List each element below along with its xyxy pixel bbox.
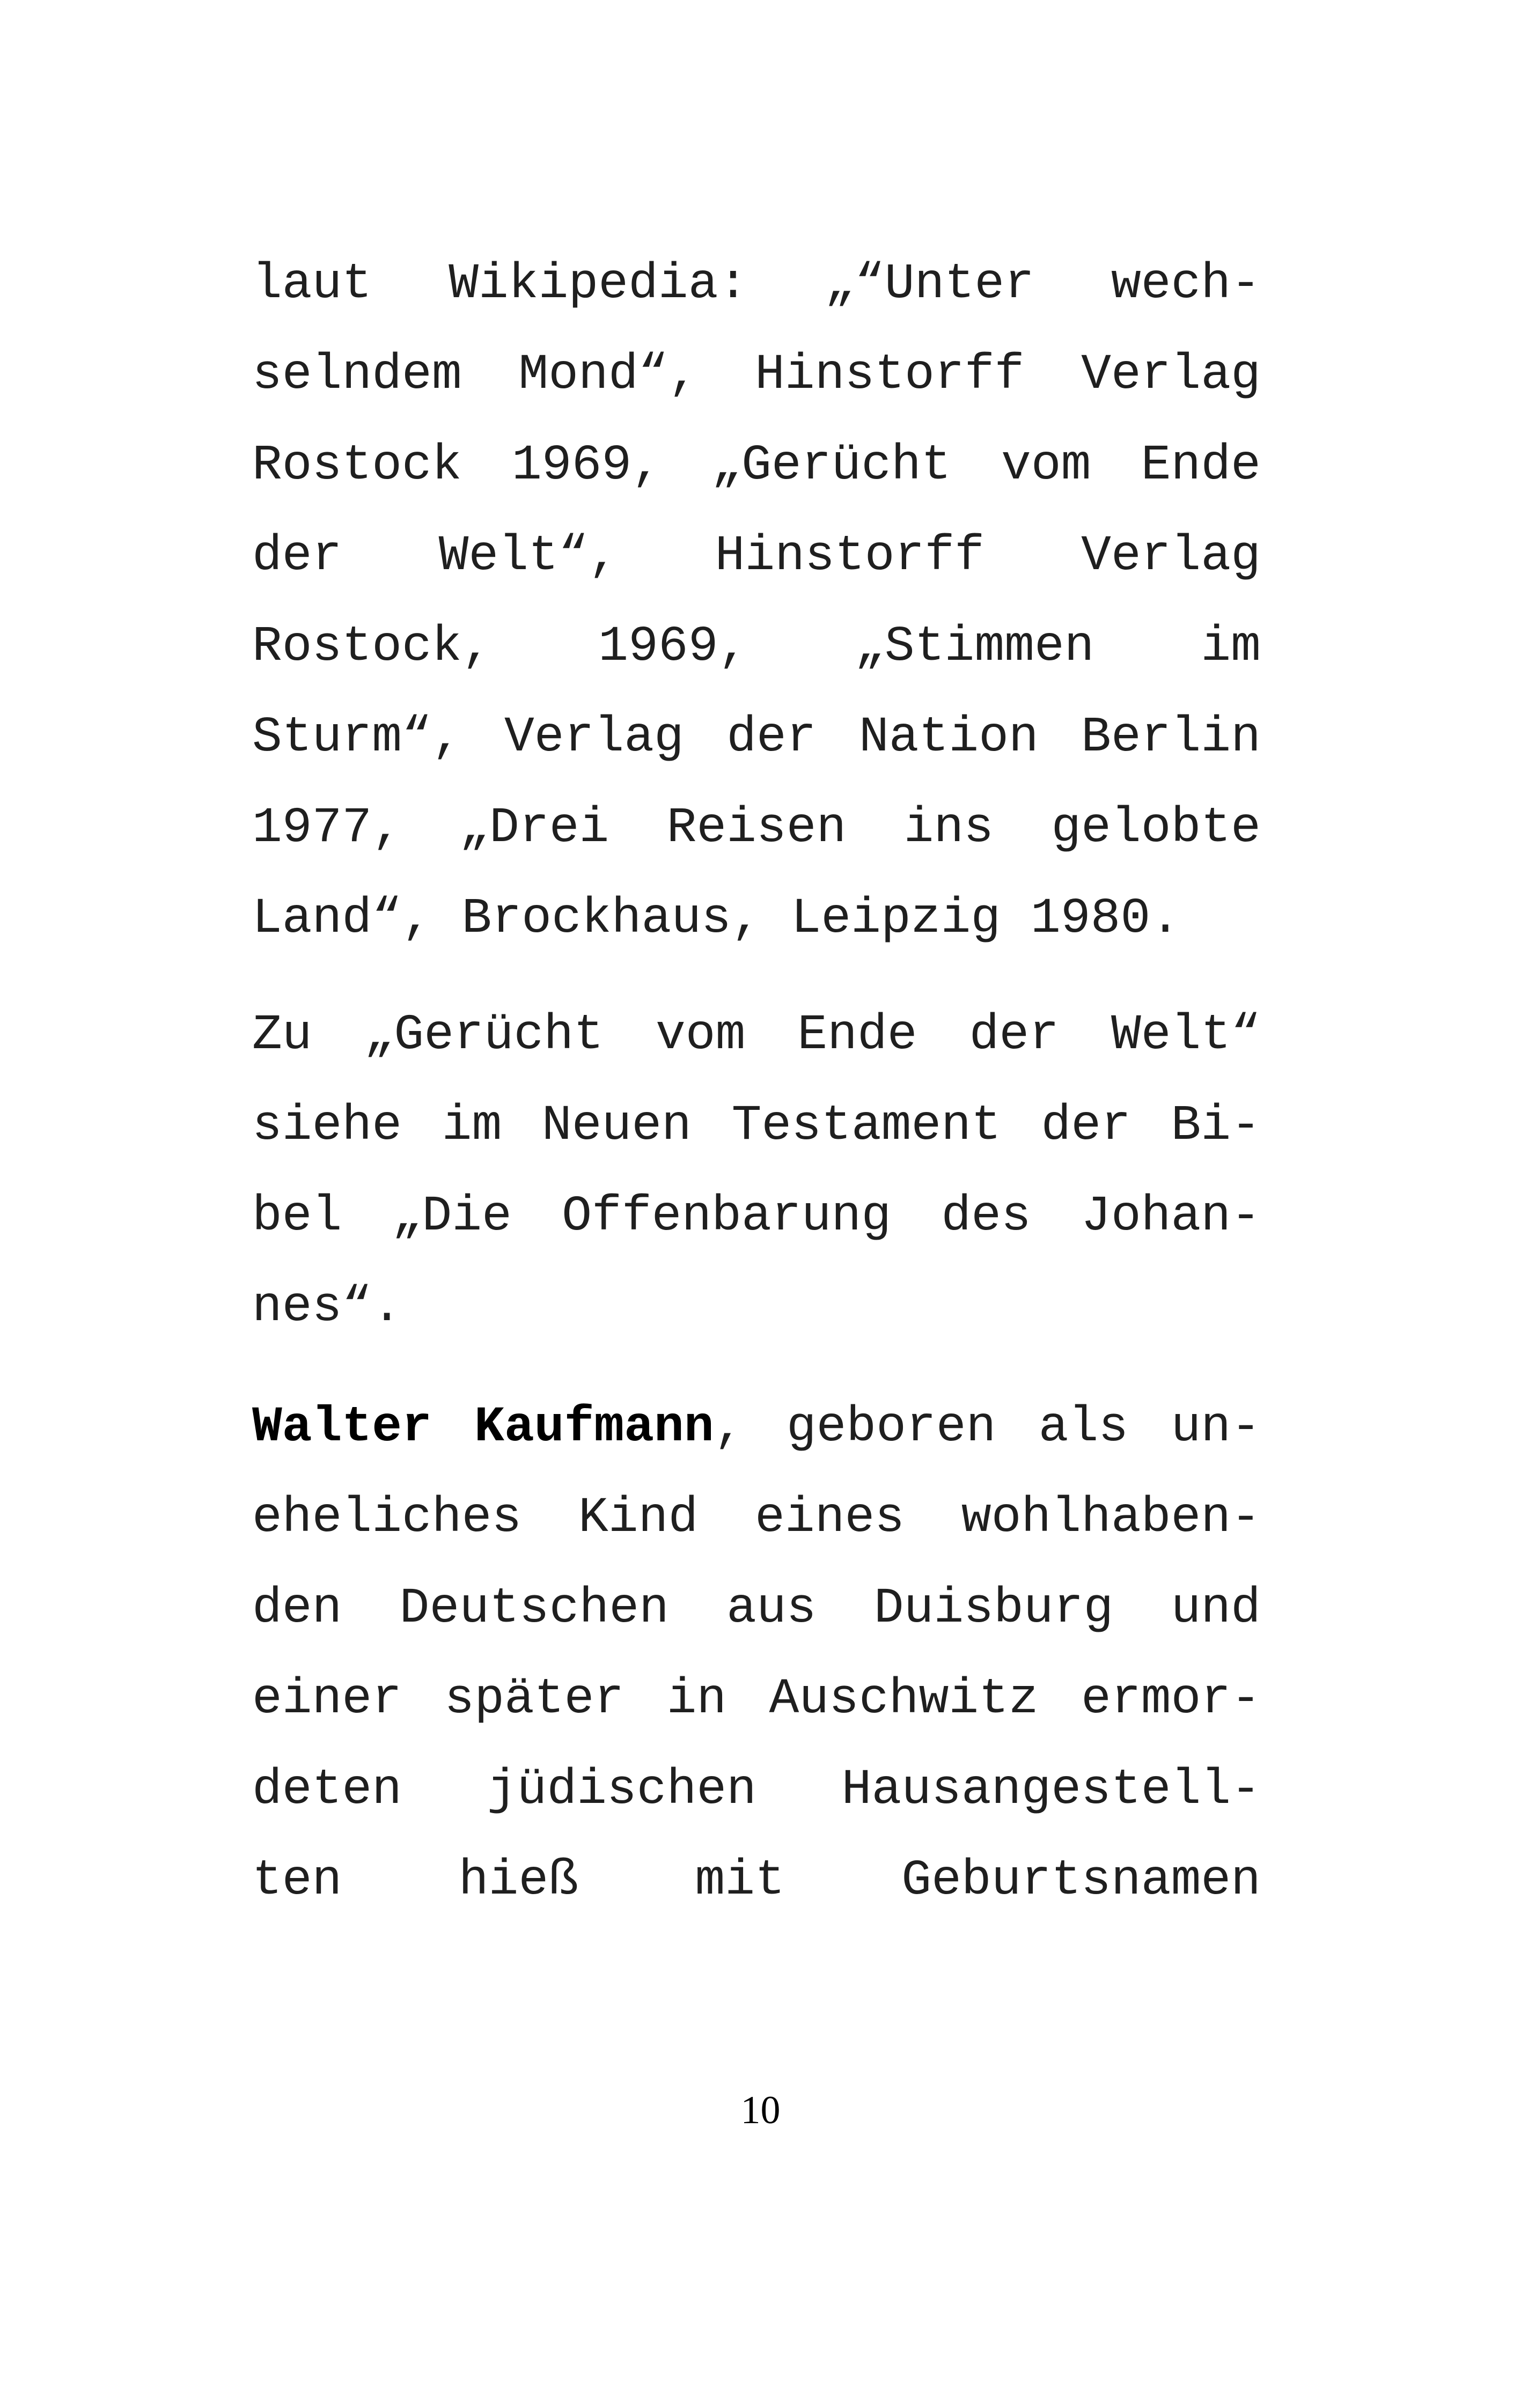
text-line: nes“. [252, 1279, 402, 1335]
page-number: 10 [740, 2088, 781, 2132]
text-line: bel „Die Offenbarung des Johan- [252, 1188, 1261, 1244]
text-line: laut Wikipedia: „“Unter wech- [252, 256, 1261, 312]
text-line: eheliches Kind eines wohlhaben- [252, 1490, 1261, 1546]
paragraph-publications [252, 239, 1261, 964]
paragraph-walter-kaufmann [252, 1382, 1261, 1926]
text-line: Zu „Gerücht vom Ende der Welt“ [252, 1007, 1261, 1063]
text-line: selndem Mond“, Hinstorff Verlag [252, 347, 1261, 403]
text-line: Sturm“, Verlag der Nation Berlin [252, 709, 1261, 765]
text-line: den Deutschen aus Duisburg und [252, 1580, 1261, 1637]
paragraph-spacer [252, 964, 1261, 990]
text-line: ten hieß mit Geburtsnamen [252, 1852, 1261, 1909]
text-line [252, 1382, 1261, 1472]
text-line: einer später in Auschwitz ermor- [252, 1671, 1261, 1727]
text-line: siehe im Neuen Testament der Bi- [252, 1098, 1261, 1154]
body-text [252, 239, 1261, 1926]
text-line: 1977, „Drei Reisen ins gelobte [252, 800, 1261, 856]
paragraph-spacer [252, 1352, 1261, 1382]
text-line: deten jüdischen Hausangestell- [252, 1762, 1261, 1818]
text-line: Land“, Brockhaus, Leipzig 1980. [252, 890, 1181, 947]
text-line: der Welt“, Hinstorff Verlag [252, 528, 1261, 584]
text-fragment: , geboren als un- [714, 1399, 1261, 1455]
text-line: Rostock, 1969, „Stimmen im [252, 618, 1261, 675]
author-name: Walter Kaufmann [252, 1399, 714, 1455]
paragraph-bible-reference [252, 990, 1261, 1352]
text-line: Rostock 1969, „Gerücht vom Ende [252, 437, 1261, 494]
